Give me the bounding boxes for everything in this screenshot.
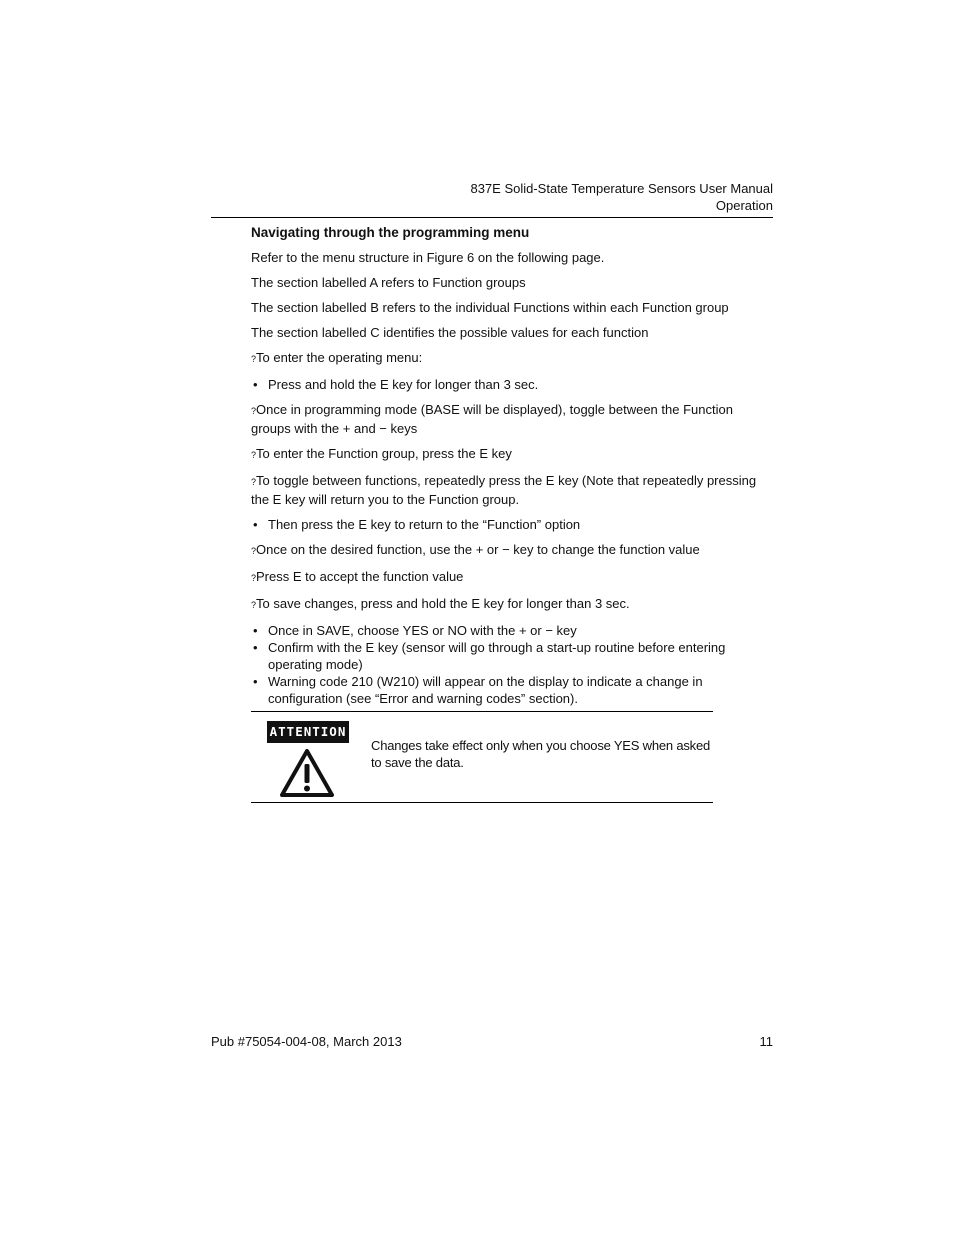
bullet-icon: • (253, 517, 258, 532)
step-text: To save changes, press and hold the E key for longer than 3 sec. (256, 596, 630, 611)
step-marker: ? (251, 354, 257, 364)
list-item-text: Warning code 210 (W210) will appear on the display to indicate a change in configuration (see “Error and warning codes” section). (268, 674, 703, 706)
bullet-list (251, 516, 773, 533)
step-text: To enter the Function group, press the E key (256, 446, 512, 461)
attention-notice (251, 711, 713, 803)
list-item (251, 622, 773, 639)
list-item-text: Then press the E key to return to the “Function” option (268, 517, 581, 532)
step-text: To enter the operating menu: (256, 350, 423, 365)
step-text: To toggle between functions, repeatedly press the E key (Note that repeatedly pressing the E key will return you to the Function group. (251, 473, 757, 507)
step-item (251, 349, 773, 368)
step-item (251, 472, 773, 508)
intro-paragraph: The section labelled C identifies the possible values for each function (251, 325, 649, 340)
page-header (211, 180, 773, 218)
step-text: Press E to accept the function value (256, 569, 464, 584)
step-marker: ? (251, 450, 257, 460)
step-marker: ? (251, 600, 257, 610)
bullet-list (251, 376, 773, 393)
bullet-icon: • (253, 640, 258, 655)
step-marker: ? (251, 477, 257, 487)
step-text: Once in programming mode (BASE will be displayed), toggle between the Function groups with the + and − keys (251, 402, 733, 436)
step-item (251, 595, 773, 614)
bullet-icon: • (253, 623, 258, 638)
warning-triangle-icon (279, 748, 335, 798)
bullet-icon: • (253, 674, 258, 689)
bullet-list (251, 622, 773, 707)
page-number: 11 (759, 1034, 773, 1049)
step-marker: ? (251, 406, 257, 416)
manual-title: 837E Solid-State Temperature Sensors User Manual (470, 181, 773, 196)
step-item (251, 568, 773, 587)
list-item-text: Confirm with the E key (sensor will go through a start-up routine before entering operating mode) (268, 640, 726, 672)
intro-paragraph: The section labelled A refers to Function groups (251, 275, 526, 290)
step-item (251, 541, 773, 560)
publication-info: Pub #75054-004-08, March 2013 (211, 1034, 402, 1049)
list-item (251, 673, 773, 707)
attention-label: ATTENTION (267, 721, 349, 743)
step-marker: ? (251, 573, 257, 583)
list-item (251, 516, 773, 533)
section-name: Operation (715, 198, 773, 213)
main-content (251, 224, 773, 715)
intro-paragraph: Refer to the menu structure in Figure 6 on the following page. (251, 250, 605, 265)
step-item (251, 401, 773, 437)
intro-paragraph: The section labelled B refers to the individual Functions within each Function group (251, 300, 729, 315)
bullet-icon: • (253, 377, 258, 392)
step-item (251, 445, 773, 464)
attention-text: Changes take effect only when you choose YES when asked to save the data. (371, 738, 711, 770)
list-item (251, 639, 773, 673)
list-item-text: Once in SAVE, choose YES or NO with the + or − key (268, 623, 577, 638)
list-item (251, 376, 773, 393)
step-text: Once on the desired function, use the + or − key to change the function value (256, 542, 700, 557)
section-heading: Navigating through the programming menu (251, 225, 530, 240)
step-marker: ? (251, 546, 257, 556)
list-item-text: Press and hold the E key for longer than 3 sec. (268, 377, 539, 392)
